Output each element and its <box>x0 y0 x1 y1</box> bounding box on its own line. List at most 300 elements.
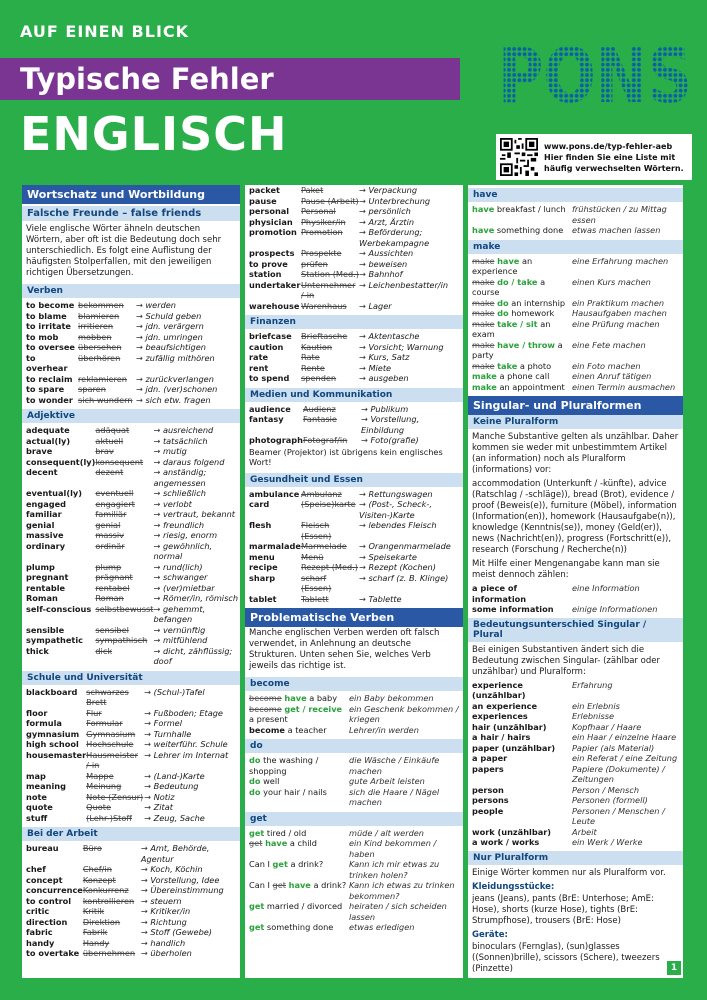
german-term: Papier (als Material) <box>572 742 655 753</box>
verb-row <box>468 319 683 340</box>
english-phrase <box>468 319 572 340</box>
verb-group-title: get <box>245 812 463 826</box>
false-friend-word: Tablett <box>301 593 329 604</box>
english-word: pregnant <box>26 572 69 582</box>
german-term: ein Werk / Werke <box>572 837 643 847</box>
german-term: Arbeit <box>572 826 597 837</box>
phrase-part: an internship <box>508 297 566 308</box>
vocab-group-title: Schule und Universität <box>22 671 240 685</box>
vocab-row <box>22 927 240 938</box>
verb-row <box>468 371 683 382</box>
vocab-row <box>22 687 240 708</box>
phrase-part: tired / old <box>264 827 307 838</box>
german-phrase: etwas erledigen <box>349 922 415 932</box>
qr-text-line-2: Hier finden Sie eine Liste mit <box>544 152 676 162</box>
vocab-table <box>22 300 240 405</box>
verb-table <box>245 828 463 933</box>
german-meaning: → Orangenmarmelade <box>359 541 463 552</box>
english-term: a paper <box>472 753 508 763</box>
german-term: Erlebnisse <box>572 711 615 721</box>
vocab-group <box>22 284 240 405</box>
german-meaning: → Vorstellung, Idee <box>141 875 240 886</box>
phrase-part: a phone call <box>496 371 550 381</box>
false-friend-word: Audienz <box>302 403 336 414</box>
english-word: prospects <box>249 248 295 258</box>
vocab-group-title: Finanzen <box>245 315 463 329</box>
german-phrase: ein Baby bekommen <box>349 693 434 703</box>
german-meaning: → Tablette <box>359 594 463 605</box>
english-word: caution <box>249 341 284 352</box>
section-title-vocabulary: Wortschatz und Wortbildung <box>22 185 240 204</box>
false-friend-word: sparen <box>78 384 106 394</box>
german-meaning: → dicht, zähflüssig; doof <box>153 646 240 667</box>
german-meaning: → zurückverlangen <box>136 374 240 385</box>
german-meaning: → scharf (z. B. Klinge) <box>359 573 463 594</box>
vocab-table <box>245 185 463 311</box>
verb-group <box>245 812 463 933</box>
phrase-part: have <box>265 838 288 848</box>
no-plural-table <box>468 583 683 615</box>
verb-row <box>468 298 683 309</box>
english-word: menu <box>249 551 275 562</box>
verb-row <box>245 776 463 787</box>
german-meaning: → Turnhalle <box>144 729 240 740</box>
english-word: self-conscious <box>26 603 92 614</box>
false-friend-word: Gymnasium <box>86 728 136 739</box>
false-friend-word: spenden <box>301 373 337 383</box>
english-phrase <box>245 859 349 880</box>
vocab-group <box>245 388 463 469</box>
pair-row <box>468 743 683 754</box>
vocab-row <box>245 435 463 446</box>
verb-table <box>468 204 683 236</box>
false-friend-word: Promotion <box>301 227 343 237</box>
english-word: meaning <box>26 781 66 791</box>
qr-url[interactable]: www.pons.de/typ-fehler-aeb <box>544 141 673 151</box>
vocab-row <box>22 864 240 875</box>
german-meaning: → schließlich <box>153 488 240 499</box>
german-meaning: → Aktentasche <box>359 331 463 342</box>
phrase-part: a teacher <box>284 724 327 735</box>
phrase-part: make <box>472 276 495 287</box>
false-friend-word: Rente <box>301 362 325 373</box>
vocab-row <box>22 792 240 803</box>
column-3 <box>468 185 683 978</box>
english-word: rate <box>249 352 269 362</box>
vocab-row <box>245 499 463 520</box>
english-word: plump <box>26 561 55 572</box>
phrase-part: a course <box>472 276 546 297</box>
english-word: high school <box>26 739 79 749</box>
german-meaning: → (Land-)Karte <box>144 771 240 782</box>
german-meaning: → zufällig mithören <box>136 353 240 374</box>
vocab-row <box>22 300 240 311</box>
vocab-group <box>245 473 463 605</box>
english-word: thick <box>26 645 49 656</box>
english-word: to blame <box>26 310 67 321</box>
english-word: ambulance <box>249 488 300 499</box>
vocab-row <box>245 562 463 573</box>
false-friend-word: Kritik <box>82 906 105 916</box>
meaning-difference-text: Bei einigen Substantiven ändert sich die Bedeutung zwischen Singular- (zählbar oder unzählbar) und Pluralform: <box>472 644 660 677</box>
verb-group-title: become <box>245 677 463 691</box>
phrase-part: do <box>249 755 261 765</box>
english-word: blackboard <box>26 686 78 697</box>
german-meaning: → Unterbrechung <box>359 196 463 207</box>
false-friend-word: scharf (Essen) <box>301 572 332 593</box>
plural-only-title: Nur Pluralform <box>468 851 683 865</box>
german-phrase: müde / alt werden <box>349 827 424 838</box>
no-plural-text: Manche Substantive gelten als unzählbar. Daher kommen sie weder mit unbestimmtem Artikel (an information) noch als Pluralform (informations) vor: <box>472 432 679 475</box>
german-meaning: → Formel <box>144 718 240 729</box>
english-word: genial <box>26 519 55 530</box>
german-meaning: → weiterführ. Schule <box>144 739 240 750</box>
german-meaning: → handlich <box>141 938 240 949</box>
phrase-part: something done <box>494 225 564 235</box>
english-word: personal <box>249 206 290 216</box>
false-friend-word: Formular <box>86 718 123 728</box>
phrase-part: make <box>472 339 495 350</box>
phrase-part: a party <box>472 339 563 360</box>
vocab-row <box>22 321 240 332</box>
english-word: sharp <box>249 572 276 583</box>
phrase-part: an exam <box>472 318 551 339</box>
verb-group-title: do <box>245 739 463 753</box>
vocab-group <box>22 409 240 667</box>
vocab-table <box>245 331 463 384</box>
phrase-part: have / throw <box>497 339 555 350</box>
vocab-row <box>22 530 240 541</box>
verb-group <box>245 677 463 735</box>
false-friends-title: Falsche Freunde – false friends <box>22 206 240 221</box>
vocab-row <box>22 541 240 562</box>
german-phrase: eine Erfahrung machen <box>572 255 669 266</box>
english-term: a hair / hairs <box>472 732 531 742</box>
vocab-table <box>245 489 463 605</box>
phrase-part: a child <box>287 838 317 848</box>
english-word: rentable <box>26 582 66 593</box>
vocab-table <box>245 404 463 446</box>
plural-only-text: Einige Wörter kommen nur als Pluralform vor. <box>472 867 666 878</box>
phrase-part: a photo <box>517 360 552 371</box>
vocab-row <box>22 604 240 625</box>
pair-row <box>468 732 683 743</box>
english-word: to oversee <box>26 342 75 352</box>
english-word: rent <box>249 362 269 373</box>
phrase-part: get / receive <box>284 703 343 714</box>
german-phrase: die Wäsche / Einkäufe machen <box>349 755 440 776</box>
false-friend-word: Pause (Arbeit) <box>301 195 359 206</box>
english-phrase <box>468 371 572 382</box>
section-title-verbs: Problematische Verben <box>245 608 463 627</box>
verb-group-title: have <box>468 188 683 202</box>
english-word: to spare <box>26 384 65 394</box>
vocab-row <box>22 813 240 824</box>
verb-row <box>245 859 463 880</box>
vocab-row <box>22 384 240 395</box>
pair-row <box>468 827 683 838</box>
phrase-part: get <box>249 922 265 932</box>
english-phrase <box>245 787 349 808</box>
english-word: undertaker <box>249 279 301 290</box>
pair-row <box>468 722 683 733</box>
tools-list: binoculars (Fernglas), (sun)glasses ((Sonnen)brille), scissors (Schere), tweezers (Pinzette) <box>472 941 660 974</box>
english-word: photograph <box>249 435 303 445</box>
pair-row <box>468 837 683 848</box>
german-phrase: etwas machen lassen <box>572 225 661 235</box>
german-meaning: → mutig <box>153 446 240 457</box>
english-word: actual(ly) <box>26 435 71 446</box>
vocab-row <box>245 248 463 259</box>
german-meaning: → Speisekarte <box>359 552 463 563</box>
false-friend-word: sympathisch <box>95 635 148 645</box>
false-friend-word: Fabrik <box>82 927 108 937</box>
english-word: marmalade <box>249 541 301 551</box>
german-meaning: → Notiz <box>144 792 240 803</box>
english-word: note <box>26 791 47 802</box>
english-word: physician <box>249 216 293 227</box>
false-friend-word: (Speise)karte <box>301 499 356 509</box>
german-meaning: → (ver)mietbar <box>153 583 240 594</box>
phrase-part: get <box>249 838 263 848</box>
english-term: papers <box>472 763 504 774</box>
german-term: ein Erlebnis <box>572 700 620 711</box>
english-phrase <box>468 204 572 225</box>
false-friend-word: Rate <box>301 352 320 362</box>
german-meaning: → tatsächlich <box>153 436 240 447</box>
english-word: familiar <box>26 509 62 519</box>
english-word: eventual(ly) <box>26 488 82 498</box>
vocab-row <box>22 467 240 488</box>
verb-group <box>468 240 683 393</box>
pair-row <box>468 701 683 712</box>
english-phrase <box>468 298 572 309</box>
english-word: concurrence <box>26 885 83 895</box>
verb-groups-continued <box>468 188 683 392</box>
false-friend-word: Konzept <box>82 874 116 885</box>
vocab-row <box>245 573 463 594</box>
false-friend-word: Paket <box>301 185 324 195</box>
german-meaning: → gehemmt, befangen <box>153 604 240 625</box>
english-word: fabric <box>26 927 53 937</box>
vocab-row <box>22 938 240 949</box>
english-word: to reclaim <box>26 373 73 384</box>
vocab-row <box>22 739 240 750</box>
verb-row <box>468 308 683 319</box>
phrase-part: make <box>472 255 495 266</box>
english-phrase <box>245 828 349 839</box>
english-word: handy <box>26 937 55 948</box>
phrase-part: your hair / nails <box>260 786 327 797</box>
vocab-group-title: Bei der Arbeit <box>22 827 240 841</box>
german-meaning: → (Post-, Scheck-, Visiten-)Karte <box>359 499 463 520</box>
german-meaning: → Foto(grafie) <box>361 435 463 446</box>
english-word: ordinary <box>26 540 66 551</box>
english-term: work (unzählbar) <box>472 826 552 837</box>
english-word: to mob <box>26 331 59 342</box>
vocab-group <box>245 315 463 384</box>
english-word: adequate <box>26 425 70 435</box>
english-word: promotion <box>249 227 297 237</box>
german-meaning: → Rezept (Kochen) <box>359 562 463 573</box>
german-meaning: → Fußboden; Etage <box>144 708 240 719</box>
meaning-difference-title: Bedeutungsunterschied Singular / Plural <box>468 618 683 642</box>
vocab-row <box>22 906 240 917</box>
german-phrase: heiraten / sich scheiden lassen <box>349 901 447 922</box>
vocab-row <box>245 227 463 248</box>
german-meaning: → jdn. umringen <box>136 332 240 343</box>
vocab-group <box>22 671 240 824</box>
phrase-part: make <box>472 381 497 392</box>
english-word: chef <box>26 864 46 874</box>
false-friend-word: Station (Med.) <box>301 269 360 279</box>
qr-box[interactable] <box>496 134 692 180</box>
german-meaning: → Verpackung <box>359 185 463 196</box>
phrase-part: have <box>497 255 520 266</box>
english-term: an experience <box>472 700 538 711</box>
vocab-row <box>22 917 240 928</box>
phrase-part: well <box>260 776 280 786</box>
vocab-row <box>22 509 240 520</box>
german-meaning: → Lehrer im Internat <box>144 750 240 771</box>
false-friend-word: Roman <box>95 593 124 603</box>
verb-row <box>245 901 463 922</box>
vocab-row <box>245 331 463 342</box>
false-friend-word: Meinung <box>86 781 122 791</box>
qr-code-icon[interactable] <box>500 138 538 176</box>
false-friend-word: dezent <box>95 467 124 477</box>
vocab-row <box>245 520 463 541</box>
verb-row <box>245 755 463 776</box>
pair-row <box>468 795 683 806</box>
english-word: brave <box>26 446 53 456</box>
vocab-row <box>245 269 463 280</box>
english-phrase <box>245 693 349 704</box>
english-word: to become <box>26 300 75 310</box>
english-term: experience (unzählbar) <box>472 679 526 700</box>
group-note: Beamer (Projektor) ist übrigens kein englisches Wort! <box>249 446 443 467</box>
english-word: sensible <box>26 624 65 635</box>
phrase-part: make <box>472 297 495 308</box>
english-word: massive <box>26 530 64 540</box>
german-meaning: → jdn. (ver)schonen <box>136 384 240 395</box>
vocab-row <box>245 552 463 563</box>
german-meaning: → Zeug, Sache <box>144 813 240 824</box>
false-friend-word: schwarzes Brett <box>86 686 129 707</box>
false-friend-word: engagiert <box>95 498 135 509</box>
phrase-part: homework <box>508 308 555 318</box>
phrase-part: have <box>472 204 495 214</box>
english-phrase <box>245 880 349 901</box>
clothes-list: jeans (Jeans), pants (BrE: Unterhose; AmE: Hose), shorts (kurze Hose), tights (BrE: Strumpfhose), trousers (BrE: Hose) <box>472 893 654 926</box>
vocab-row <box>22 843 240 864</box>
false-friend-word: Büro <box>82 843 102 853</box>
verb-row <box>245 828 463 839</box>
vocab-row <box>22 353 240 374</box>
false-friend-word: ordinär <box>95 540 125 551</box>
phrase-part: a present <box>249 714 288 724</box>
vocab-row <box>22 311 240 322</box>
vocab-row <box>22 488 240 499</box>
english-term: some information <box>472 604 554 614</box>
vocab-row <box>22 457 240 468</box>
vocab-row <box>22 499 240 510</box>
vocab-group-title: Medien und Kommunikation <box>245 388 463 402</box>
vocab-row <box>22 802 240 813</box>
german-meaning: → Kurs, Satz <box>359 352 463 363</box>
false-friend-word: Chef/in <box>82 864 112 874</box>
german-meaning: → vertraut, bekannt <box>153 509 240 520</box>
english-word: to overhear <box>26 352 68 373</box>
false-friend-word: Ambulanz <box>301 488 342 499</box>
german-phrase: eine Fete machen <box>572 339 646 350</box>
false-friend-word: massiv <box>95 530 125 540</box>
vocab-row <box>22 446 240 457</box>
false-friend-word: genial <box>95 519 121 530</box>
verb-row <box>245 838 463 859</box>
phrase-part: a drink? <box>287 859 324 869</box>
german-meaning: → Publikum <box>361 404 463 415</box>
english-word: gymnasium <box>26 728 80 739</box>
vocab-group-title: Adjektive <box>22 409 240 423</box>
english-phrase <box>468 382 572 393</box>
verb-row <box>468 361 683 372</box>
german-term: Erfahrung <box>572 679 613 690</box>
no-plural-title: Keine Pluralform <box>468 415 683 429</box>
vocab-row <box>245 541 463 552</box>
german-phrase: ein Foto machen <box>572 360 641 371</box>
vocab-row <box>245 342 463 353</box>
german-phrase: ein Kind bekommen / haben <box>349 838 437 859</box>
false-friend-word: kontrollieren <box>82 895 135 906</box>
english-word: stuff <box>26 812 48 823</box>
german-term: ein Haar / einzelne Haare <box>572 732 677 742</box>
pair-row <box>468 785 683 796</box>
phrase-part: do <box>249 786 261 797</box>
phrase-part: become <box>249 703 282 714</box>
german-meaning: → verlobt <box>153 499 240 510</box>
verb-groups <box>245 677 463 933</box>
german-meaning: → Übereinstimmung <box>141 885 240 896</box>
false-friend-word: blamieren <box>78 310 120 321</box>
tools-label: Geräte: <box>472 929 508 940</box>
vocab-row <box>22 562 240 573</box>
false-friend-word: mobben <box>78 331 112 342</box>
german-phrase: einen Anruf tätigen <box>572 371 652 381</box>
german-meaning: → Richtung <box>141 917 240 928</box>
vocab-row <box>22 625 240 636</box>
english-phrase <box>468 256 572 277</box>
phrase-part: have <box>284 693 307 703</box>
verb-row <box>468 256 683 277</box>
english-word: consequent(ly) <box>26 456 96 467</box>
german-term: einige Informationen <box>572 604 658 614</box>
false-friend-word: reklamieren <box>78 373 127 384</box>
false-friend-word: Personal <box>301 206 336 216</box>
false-friend-word: dick <box>95 645 113 656</box>
english-phrase <box>468 225 572 236</box>
phrase-part: become <box>249 724 285 735</box>
vocab-row <box>245 259 463 270</box>
german-phrase: einen Termin ausmachen <box>572 381 676 392</box>
false-friend-word: Menü <box>301 551 324 562</box>
english-word: formula <box>26 718 62 728</box>
english-word: to prove <box>249 258 288 269</box>
false-friend-word: Warenhaus <box>301 300 347 311</box>
vocab-row <box>22 729 240 740</box>
vocab-row <box>22 646 240 667</box>
pair-row <box>468 764 683 785</box>
